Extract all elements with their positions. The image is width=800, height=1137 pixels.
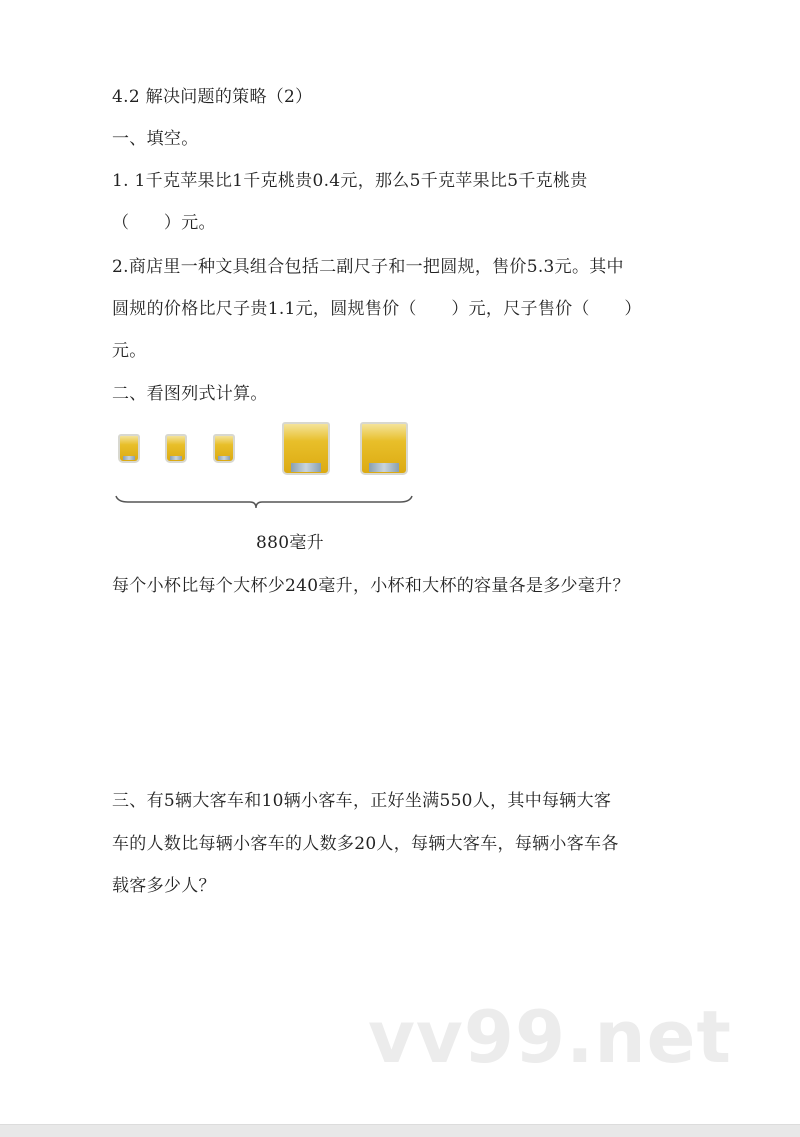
- total-volume-label: 880毫升: [256, 533, 324, 553]
- question-2-line-1: 2.商店里一种文具组合包括二副尺子和一把圆规，售价5.3元。其中: [112, 257, 624, 277]
- brace-icon: [114, 494, 418, 514]
- bottom-bar: [0, 1124, 800, 1137]
- question-2-line-3: 元。: [112, 341, 147, 361]
- section-heading-fill-blank: 一、填空。: [112, 129, 199, 149]
- question-1-line-2: （ ）元。: [112, 213, 216, 233]
- question-1-line-1: 1. 1千克苹果比1千克桃贵0.4元，那么5千克苹果比5千克桃贵: [112, 171, 588, 191]
- small-cup-image: [118, 434, 140, 463]
- large-cup-image: [360, 422, 408, 475]
- section-heading-picture: 二、看图列式计算。: [112, 384, 268, 404]
- small-cup-image: [165, 434, 187, 463]
- section-3-line-1: 三、有5辆大客车和10辆小客车，正好坐满550人，其中每辆大客: [112, 791, 612, 811]
- question-2-line-2: 圆规的价格比尺子贵1.1元，圆规售价（ ）元，尺子售价（ ）: [112, 299, 642, 319]
- section-3-line-3: 载客多少人？: [112, 876, 216, 896]
- small-cup-image: [213, 434, 235, 463]
- section-2-question: 每个小杯比每个大杯少240毫升，小杯和大杯的容量各是多少毫升？: [112, 576, 630, 596]
- section-3-line-2: 车的人数比每辆小客车的人数多20人，每辆大客车，每辆小客车各: [112, 834, 619, 854]
- watermark: vv99.net: [368, 995, 732, 1079]
- page-title: 4.2 解决问题的策略（2）: [112, 87, 313, 107]
- large-cup-image: [282, 422, 330, 475]
